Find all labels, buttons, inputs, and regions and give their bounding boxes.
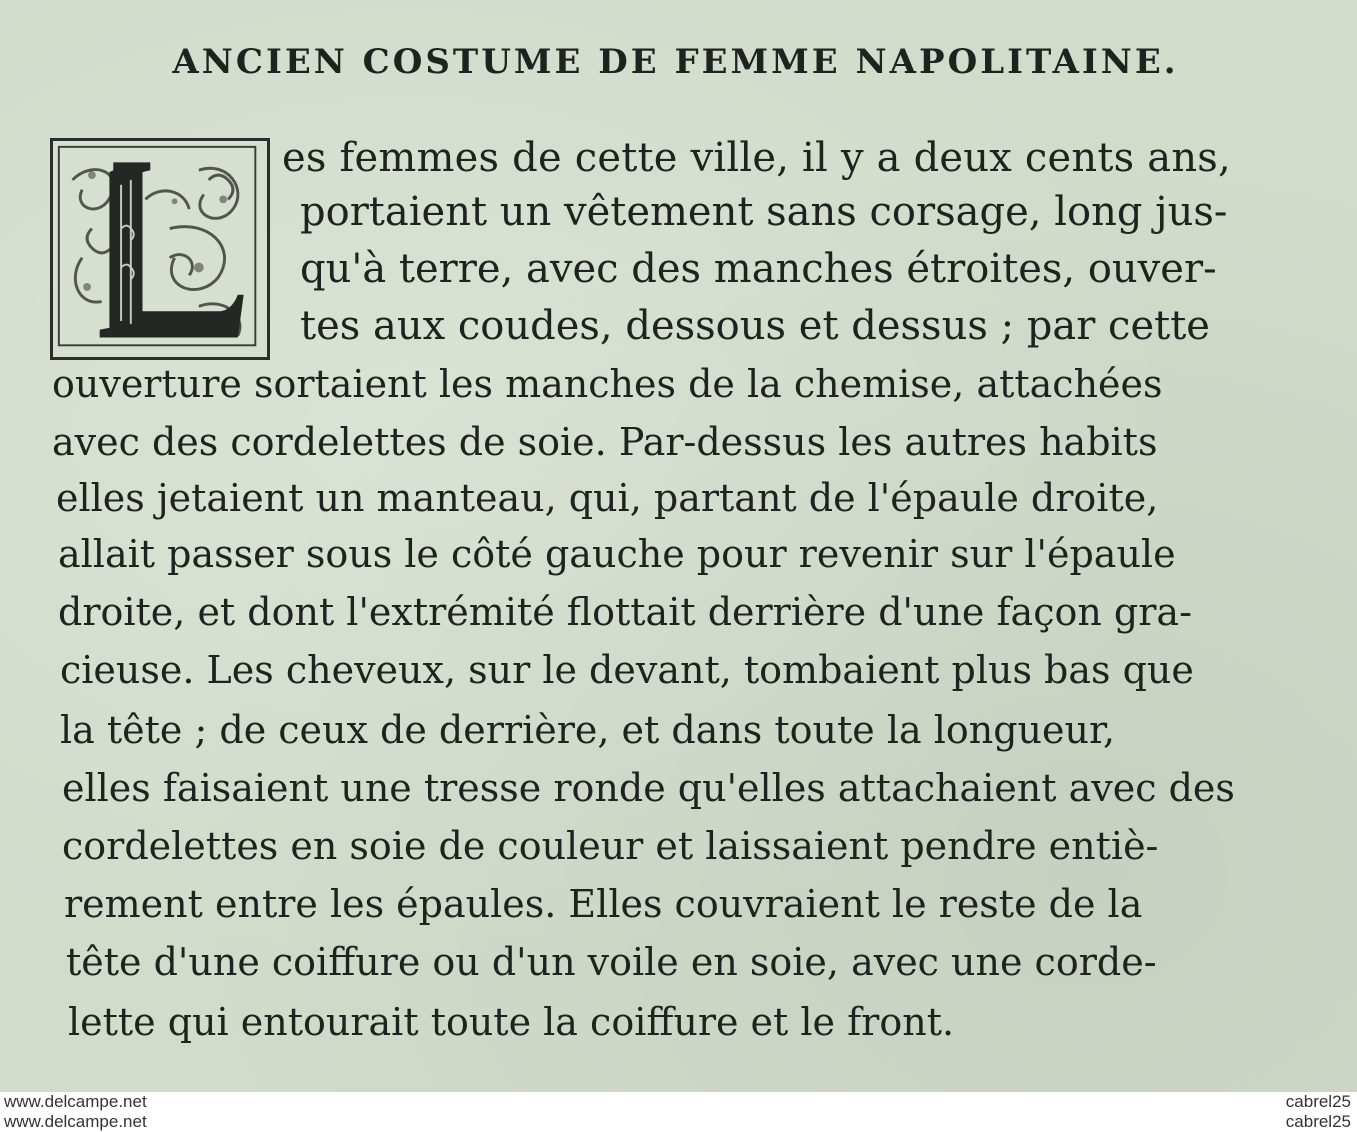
text-line: elles jetaient un manteau, qui, partant de l'épaule droite, — [56, 476, 1159, 520]
text-line: lette qui entourait toute la coiffure et le front. — [68, 1000, 955, 1044]
text-line: tête d'une coiffure ou d'un voile en soie, avec une corde- — [66, 940, 1157, 984]
text-line: la tête ; de ceux de derrière, et dans toute la longueur, — [60, 708, 1116, 752]
text-line: rement entre les épaules. Elles couvraient le reste de la — [64, 882, 1143, 926]
watermark-left-2: www.delcampe.net — [4, 1112, 147, 1131]
watermark-left-1: www.delcampe.net — [4, 1092, 147, 1111]
watermark-footer — [0, 1092, 1357, 1132]
text-line: qu'à terre, avec des manches étroites, ouver- — [300, 246, 1217, 292]
watermark-right-1: cabrel25 — [1285, 1092, 1351, 1111]
page-title: ANCIEN COSTUME DE FEMME NAPOLITAINE. — [172, 42, 1179, 82]
text-line: cordelettes en soie de couleur et laissaient pendre entiè- — [62, 824, 1159, 868]
text-line: portaient un vêtement sans corsage, long jus- — [300, 189, 1228, 235]
text-line: droite, et dont l'extrémité flottait derrière d'une façon gra- — [58, 590, 1192, 634]
text-line: tes aux coudes, dessous et dessus ; par cette — [300, 303, 1210, 349]
text-line: allait passer sous le côté gauche pour revenir sur l'épaule — [58, 532, 1176, 576]
text-line: avec des cordelettes de soie. Par-dessus les autres habits — [52, 420, 1158, 464]
text-line: ouverture sortaient les manches de la chemise, attachées — [52, 362, 1163, 406]
text-line: cieuse. Les cheveux, sur le devant, tombaient plus bas que — [60, 648, 1194, 692]
watermark-right-2: cabrel25 — [1285, 1112, 1351, 1131]
text-line: elles faisaient une tresse ronde qu'elles attachaient avec des — [62, 766, 1235, 810]
ornate-initial-letter-icon — [50, 138, 270, 360]
text-line: es femmes de cette ville, il y a deux cents ans, — [282, 135, 1231, 181]
